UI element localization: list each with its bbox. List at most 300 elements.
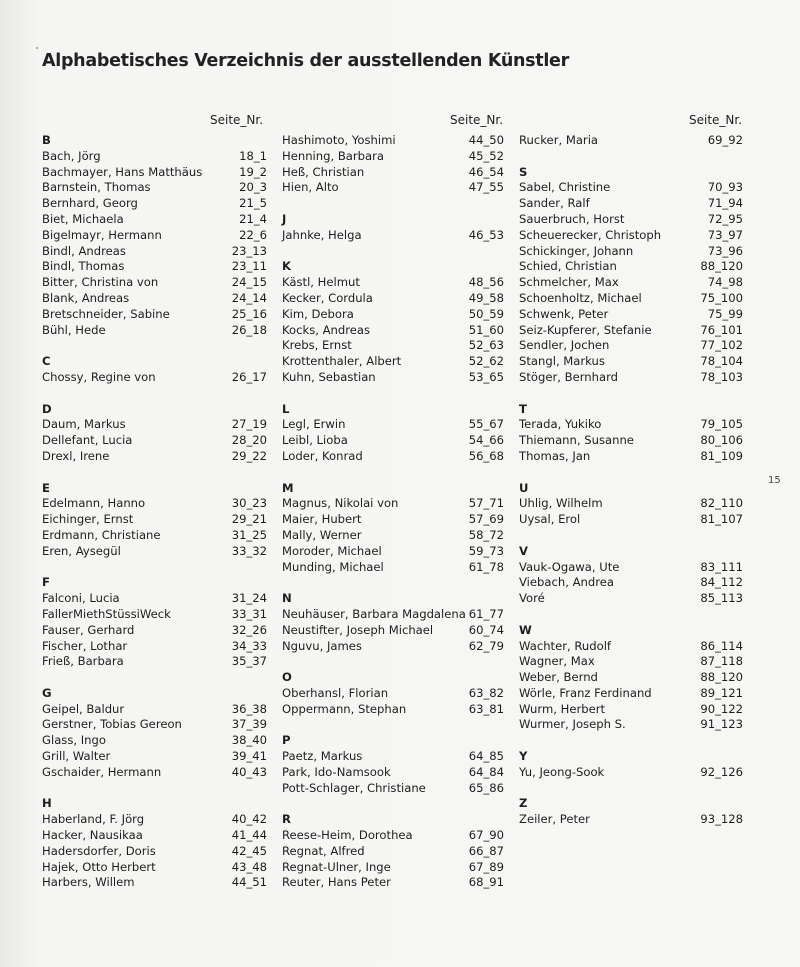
index-entry [519, 496, 743, 512]
artist-name: Schoenholtz, Michael [519, 290, 642, 305]
section-letter: J [282, 211, 287, 226]
page-ref: 30_23 [231, 496, 267, 511]
artist-name: Scheuerecker, Christoph [519, 227, 662, 242]
artist-name: Hien, Alto [282, 180, 339, 195]
page-ref: 46_53 [468, 227, 504, 242]
artist-name: Oppermann, Stephan [282, 701, 407, 716]
page-ref: 82_110 [700, 496, 743, 511]
page-ref: 26_17 [231, 369, 267, 384]
artist-name: Zeiler, Peter [519, 812, 590, 827]
section-letter: P [282, 733, 291, 748]
artist-name: Thomas, Jan [519, 448, 591, 463]
index-entry [42, 591, 267, 607]
index-entry [42, 259, 267, 275]
artist-name: Wurmer, Joseph S. [519, 717, 626, 732]
artist-name: Terada, Yukiko [519, 417, 602, 432]
index-entry [42, 639, 267, 655]
index-entry [42, 765, 267, 781]
section-letter: E [42, 480, 50, 495]
page-ref: 32_26 [231, 622, 267, 637]
artist-name: Leibl, Lioba [282, 433, 348, 448]
artist-name: Pott-Schlager, Christiane [282, 780, 426, 795]
page-ref: 50_59 [468, 306, 504, 321]
page-ref: 38_40 [231, 733, 267, 748]
artist-name: Paetz, Markus [282, 749, 363, 764]
artist-name: Wurm, Herbert [519, 701, 606, 716]
index-entry [519, 228, 743, 244]
index-entry [519, 180, 743, 196]
page-ref: 21_4 [239, 211, 267, 226]
page-ref: 24_15 [231, 275, 267, 290]
page-ref: 88_120 [700, 259, 743, 274]
index-entry [282, 496, 504, 512]
artist-name: Thiemann, Susanne [519, 433, 634, 448]
page-ref: 57_71 [468, 496, 504, 511]
page-ref: 24_14 [231, 290, 267, 305]
section-letter: W [519, 622, 532, 637]
artist-name: Bindl, Thomas [42, 259, 125, 274]
section-spacer [282, 244, 504, 260]
page-ref: 27_19 [231, 417, 267, 432]
page-ref: 75_100 [700, 290, 743, 305]
index-entry [42, 717, 267, 733]
artist-name: Neustifter, Joseph Michael [282, 622, 434, 637]
index-entry [519, 338, 743, 354]
index-entry [282, 354, 504, 370]
index-entry [519, 670, 743, 686]
artist-name: Wagner, Max [519, 654, 595, 669]
page-ref: 29_22 [231, 448, 267, 463]
index-entry [42, 702, 267, 718]
index-entry [519, 812, 743, 828]
page-ref: 21_5 [239, 196, 267, 211]
page-ref: 18_1 [239, 148, 267, 163]
index-entry [42, 323, 267, 339]
page-ref: 31_24 [231, 591, 267, 606]
artist-name: Kästl, Helmut [282, 275, 360, 290]
artist-name: Fischer, Lothar [42, 638, 128, 653]
index-entry [42, 496, 267, 512]
artist-name: Weber, Bernd [519, 670, 598, 685]
index-entry [519, 417, 743, 433]
index-entry [282, 860, 504, 876]
index-entry [282, 686, 504, 702]
artist-name: Regnat, Alfred [282, 843, 365, 858]
index-entry [519, 765, 743, 781]
artist-name: Bretschneider, Sabine [42, 306, 170, 321]
page-ref: 77_102 [700, 338, 743, 353]
page-ref: 64_84 [468, 764, 504, 779]
page-ref: 78_103 [700, 369, 743, 384]
artist-name: Vauk-Ogawa, Ute [519, 559, 620, 574]
artist-name: Stangl, Markus [519, 354, 605, 369]
column-header: Seite_Nr. [210, 113, 264, 127]
section-letter: O [282, 670, 292, 685]
page-ref: 93_128 [700, 812, 743, 827]
index-entry [42, 165, 267, 181]
index-entry [519, 686, 743, 702]
index-entry [282, 828, 504, 844]
page-ref: 28_20 [231, 433, 267, 448]
index-entry [42, 149, 267, 165]
artist-name: Hadersdorfer, Doris [42, 843, 156, 858]
index-entry [42, 528, 267, 544]
index-entry [42, 417, 267, 433]
page-ref: 40_42 [231, 812, 267, 827]
page-ref: 59_73 [468, 543, 504, 558]
index-entry [519, 591, 743, 607]
page-ref: 91_123 [700, 717, 743, 732]
page-ref: 54_66 [468, 433, 504, 448]
page-ref: 36_38 [231, 701, 267, 716]
index-entry [282, 512, 504, 528]
index-entry [42, 812, 267, 828]
artist-name: Kuhn, Sebastian [282, 369, 376, 384]
index-entry [282, 639, 504, 655]
page-ref: 61_77 [468, 606, 504, 621]
artist-name: Schickinger, Johann [519, 243, 634, 258]
section-spacer [519, 528, 743, 544]
artist-name: Bühl, Hede [42, 322, 106, 337]
artist-name: Bindl, Andreas [42, 243, 126, 258]
index-entry [282, 417, 504, 433]
index-entry [282, 433, 504, 449]
page-ref: 23_11 [231, 259, 267, 274]
index-entry [42, 654, 267, 670]
page-ref: 86_114 [700, 638, 743, 653]
index-entry [42, 275, 267, 291]
section-letter: H [42, 796, 52, 811]
artist-name: Uysal, Erol [519, 512, 581, 527]
index-entry [519, 307, 743, 323]
index-entry [282, 165, 504, 181]
artist-name: Fauser, Gerhard [42, 622, 135, 637]
page-ref: 33_31 [231, 606, 267, 621]
artist-name: Oberhansl, Florian [282, 685, 389, 700]
page-ref: 68_91 [468, 875, 504, 890]
page-ref: 76_101 [700, 322, 743, 337]
index-entry [282, 765, 504, 781]
section-letter: T [519, 401, 527, 416]
page-ref: 49_58 [468, 290, 504, 305]
section-spacer [42, 465, 267, 481]
artist-name: Wörle, Franz Ferdinand [519, 685, 652, 700]
index-entry [282, 528, 504, 544]
section-spacer [519, 149, 743, 165]
page-ref: 45_52 [468, 148, 504, 163]
section-spacer [282, 575, 504, 591]
section-letter: G [42, 685, 52, 700]
page-ref: 40_43 [231, 764, 267, 779]
section-letter: M [282, 480, 294, 495]
page-ref: 53_65 [468, 369, 504, 384]
page-ref: 81_109 [700, 448, 743, 463]
index-entry [42, 860, 267, 876]
page-ref: 79_105 [700, 417, 743, 432]
page-ref: 47_55 [468, 180, 504, 195]
artist-name: Frieß, Barbara [42, 654, 124, 669]
artist-name: Hacker, Nausikaa [42, 828, 143, 843]
artist-name: Krottenthaler, Albert [282, 354, 402, 369]
artist-name: Daum, Markus [42, 417, 126, 432]
section-spacer [282, 465, 504, 481]
index-entry [519, 654, 743, 670]
speck [36, 47, 38, 49]
section-letter: S [519, 164, 528, 179]
artist-name: Krebs, Ernst [282, 338, 352, 353]
section-letter: Z [519, 796, 528, 811]
index-entry [42, 307, 267, 323]
section-letter: R [282, 812, 291, 827]
column-body [42, 133, 267, 891]
section-spacer [42, 560, 267, 576]
index-entry [282, 180, 504, 196]
page-title: Alphabetisches Verzeichnis der ausstellenden Künstler [42, 51, 569, 71]
artist-name: Eichinger, Ernst [42, 512, 134, 527]
page-ref: 25_16 [231, 306, 267, 321]
page-ref: 33_32 [231, 543, 267, 558]
section-spacer [282, 386, 504, 402]
artist-name: Blank, Andreas [42, 290, 130, 305]
index-entry [42, 623, 267, 639]
section-spacer [42, 781, 267, 797]
page-ref: 23_13 [231, 243, 267, 258]
section-letter: C [42, 354, 51, 369]
section-spacer [42, 338, 267, 354]
page-ref: 29_21 [231, 512, 267, 527]
index-entry [519, 512, 743, 528]
index-entry [42, 196, 267, 212]
index-entry [282, 228, 504, 244]
index-entry [42, 244, 267, 260]
index-entry [519, 244, 743, 260]
page-ref: 34_33 [231, 638, 267, 653]
section-spacer [519, 386, 743, 402]
artist-name: Bachmayer, Hans Matthäus [42, 164, 203, 179]
page-ref: 73_96 [707, 243, 743, 258]
index-entry [42, 370, 267, 386]
page-ref: 67_90 [468, 828, 504, 843]
artist-name: Jahnke, Helga [282, 227, 362, 242]
page-ref: 41_44 [231, 828, 267, 843]
page-ref: 60_74 [468, 622, 504, 637]
section-letter: D [42, 401, 52, 416]
section-spacer [282, 654, 504, 670]
index-entry [519, 370, 743, 386]
artist-name: Erdmann, Christiane [42, 527, 161, 542]
artist-name: Seiz-Kupferer, Stefanie [519, 322, 652, 337]
artist-name: Mally, Werner [282, 527, 362, 542]
section-spacer [282, 717, 504, 733]
artist-name: Gerstner, Tobias Gereon [42, 717, 182, 732]
index-entry [519, 275, 743, 291]
page-number: 15 [768, 475, 781, 486]
index-entry [282, 544, 504, 560]
artist-name: Regnat-Ulner, Inge [282, 859, 391, 874]
page-ref: 64_85 [468, 749, 504, 764]
artist-name: Magnus, Nikolai von [282, 496, 399, 511]
page-ref: 92_126 [700, 764, 743, 779]
artist-name: Harbers, Willem [42, 875, 135, 890]
index-entry [282, 749, 504, 765]
page-ref: 46_54 [468, 164, 504, 179]
page-ref: 71_94 [707, 196, 743, 211]
artist-name: Uhlig, Wilhelm [519, 496, 603, 511]
artist-name: Park, Ido-Namsook [282, 764, 391, 779]
index-entry [282, 623, 504, 639]
page-ref: 43_48 [231, 859, 267, 874]
page-ref: 63_81 [468, 701, 504, 716]
artist-name: Maier, Hubert [282, 512, 362, 527]
index-entry [519, 291, 743, 307]
page-ref: 80_106 [700, 433, 743, 448]
index-entry [282, 607, 504, 623]
section-letter: V [519, 543, 528, 558]
index-entry [519, 212, 743, 228]
artist-name: Kecker, Cordula [282, 290, 373, 305]
page-ref: 44_51 [231, 875, 267, 890]
column-header: Seite_Nr. [450, 113, 504, 127]
page-ref: 35_37 [231, 654, 267, 669]
index-entry [519, 575, 743, 591]
index-entry [282, 370, 504, 386]
index-entry [42, 844, 267, 860]
page-ref: 78_104 [700, 354, 743, 369]
index-entry [282, 560, 504, 576]
index-entry [42, 544, 267, 560]
page-ref: 19_2 [239, 164, 267, 179]
index-entry [42, 607, 267, 623]
artist-name: FallerMiethStüssiWeck [42, 606, 171, 621]
index-entry [519, 323, 743, 339]
index-entry [42, 512, 267, 528]
index-entry [42, 228, 267, 244]
artist-name: Nguvu, James [282, 638, 362, 653]
section-spacer [42, 670, 267, 686]
page-ref: 62_79 [468, 638, 504, 653]
artist-name: Bitter, Christina von [42, 275, 159, 290]
page-ref: 42_45 [231, 843, 267, 858]
artist-name: Gschaider, Hermann [42, 764, 162, 779]
index-entry [282, 133, 504, 149]
artist-name: Viebach, Andrea [519, 575, 614, 590]
page-ref: 69_92 [707, 133, 743, 147]
artist-name: Yu, Jeong-Sook [519, 764, 605, 779]
artist-name: Bigelmayr, Hermann [42, 227, 162, 242]
page-ref: 66_87 [468, 843, 504, 858]
artist-name: Stöger, Bernhard [519, 369, 618, 384]
index-entry [519, 354, 743, 370]
page-ref: 61_78 [468, 559, 504, 574]
page-ref: 51_60 [468, 322, 504, 337]
section-letter: N [282, 591, 292, 606]
section-spacer [282, 796, 504, 812]
section-spacer [519, 733, 743, 749]
artist-name: Legl, Erwin [282, 417, 346, 432]
page-ref: 31_25 [231, 527, 267, 542]
artist-name: Sabel, Christine [519, 180, 611, 195]
index-entry [42, 828, 267, 844]
index-entry [42, 291, 267, 307]
index-entry [519, 560, 743, 576]
page-ref: 52_62 [468, 354, 504, 369]
section-letter: U [519, 480, 529, 495]
artist-name: Schied, Christian [519, 259, 617, 274]
index-entry [282, 844, 504, 860]
index-entry [282, 338, 504, 354]
artist-name: Sander, Ralf [519, 196, 590, 211]
artist-name: Neuhäuser, Barbara Magdalena [282, 606, 466, 621]
artist-name: Sauerbruch, Horst [519, 211, 625, 226]
artist-name: Sendler, Jochen [519, 338, 610, 353]
index-entry [519, 449, 743, 465]
section-letter: L [282, 401, 290, 416]
page-ref: 87_118 [700, 654, 743, 669]
column-body [519, 133, 743, 828]
index-entry [42, 449, 267, 465]
index-entry [282, 323, 504, 339]
index-entry [282, 449, 504, 465]
artist-name: Loder, Konrad [282, 448, 363, 463]
page-ref: 52_63 [468, 338, 504, 353]
artist-name: Heß, Christian [282, 164, 365, 179]
page-ref: 20_3 [239, 180, 267, 195]
page-ref: 39_41 [231, 749, 267, 764]
page-ref: 44_50 [468, 133, 504, 147]
artist-name: Reese-Heim, Dorothea [282, 828, 413, 843]
index-entry [519, 717, 743, 733]
page-ref: 56_68 [468, 448, 504, 463]
page-ref: 74_98 [707, 275, 743, 290]
index-entry [519, 133, 743, 149]
artist-name: Henning, Barbara [282, 148, 385, 163]
column-header: Seite_Nr. [689, 113, 743, 127]
artist-name: Edelmann, Hanno [42, 496, 146, 511]
index-entry [282, 702, 504, 718]
page-ref: 81_107 [700, 512, 743, 527]
page-ref: 67_89 [468, 859, 504, 874]
column-body [282, 133, 504, 891]
artist-name: Dellefant, Lucia [42, 433, 133, 448]
artist-name: Moroder, Michael [282, 543, 382, 558]
index-entry [519, 433, 743, 449]
section-spacer [519, 607, 743, 623]
artist-name: Chossy, Regine von [42, 369, 156, 384]
page-ref: 58_72 [468, 527, 504, 542]
index-entry [42, 212, 267, 228]
artist-name: Kocks, Andreas [282, 322, 371, 337]
artist-name: Barnstein, Thomas [42, 180, 151, 195]
page-ref: 37_39 [231, 717, 267, 732]
index-entry [282, 149, 504, 165]
section-letter: B [42, 133, 51, 147]
artist-name: Schmelcher, Max [519, 275, 619, 290]
artist-name: Biet, Michaela [42, 211, 124, 226]
artist-name: Reuter, Hans Peter [282, 875, 391, 890]
artist-name: Kim, Debora [282, 306, 354, 321]
section-letter: K [282, 259, 291, 274]
page-ref: 88_120 [700, 670, 743, 685]
index-entry [42, 433, 267, 449]
index-entry [42, 180, 267, 196]
index-entry [42, 875, 267, 891]
index-entry [282, 275, 504, 291]
page-ref: 63_82 [468, 685, 504, 700]
artist-name: Rucker, Maria [519, 133, 599, 147]
index-entry [282, 291, 504, 307]
artist-name: Wachter, Rudolf [519, 638, 612, 653]
artist-name: Voré [519, 591, 545, 606]
